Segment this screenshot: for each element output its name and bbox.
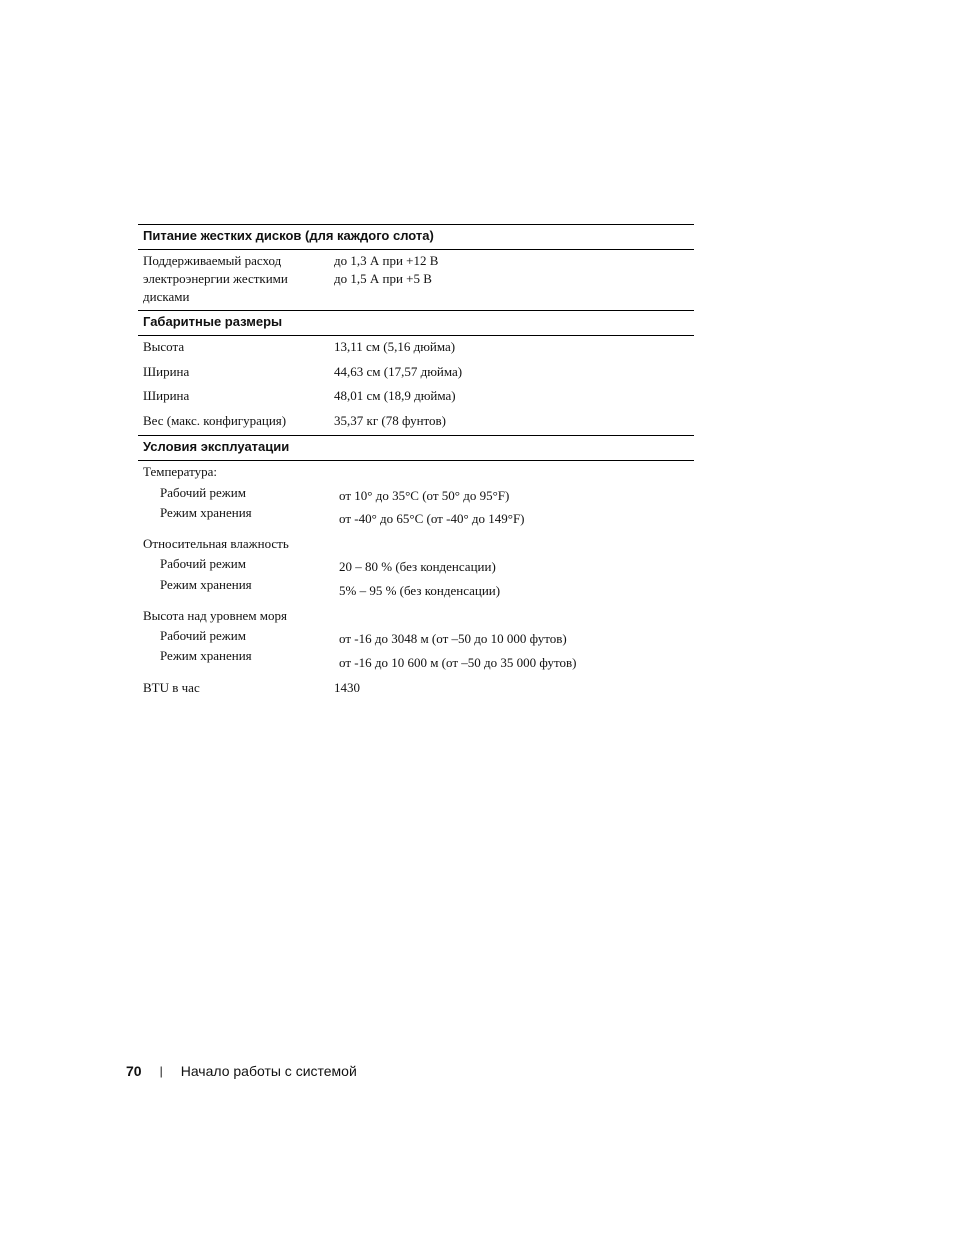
env-sub-value: от 10° до 35°C (от 50° до 95°F) [339,488,510,503]
power-label-line: дисками [143,289,190,304]
footer-title: Начало работы с системой [180,1063,357,1079]
env-group-label: Высота над уровнем моря [143,608,288,623]
env-group-label: Температура: [143,464,217,479]
footer-separator: | [159,1064,163,1078]
dimension-row [138,387,694,412]
dimension-value: 44,63 см (17,57 дюйма) [334,364,463,379]
dimension-label: Высота [143,339,185,354]
section-title-dimensions: Габаритные размеры [143,314,283,329]
power-row [138,252,694,306]
dimension-value: 13,11 см (5,16 дюйма) [334,339,456,354]
env-sub-value: 5% – 95 % (без конденсации) [339,583,501,598]
env-sub-label: Рабочий режим [160,485,246,500]
dimension-row [138,363,694,387]
dimension-label: Ширина [143,388,190,403]
section-title-environment: Условия эксплуатации [143,439,290,454]
env-group-altitude [138,607,694,679]
env-group-temperature [138,463,694,535]
dimension-label: Вес (макс. конфигурация) [143,413,287,428]
env-sub-label: Режим хранения [160,648,252,663]
env-sub-label: Режим хранения [160,505,252,520]
power-label-line: Поддерживаемый расход [143,253,282,268]
power-label-line: электроэнергии жесткими [143,271,288,286]
btu-row [138,679,694,697]
power-value-line: до 1,3 А при +12 В [334,253,439,268]
env-sub-label: Рабочий режим [160,556,246,571]
dimension-value: 35,37 кг (78 фунтов) [334,413,447,428]
env-sub-value: от -16 до 3048 м (от –50 до 10 000 футов) [339,631,567,646]
env-sub-label: Режим хранения [160,577,252,592]
env-sub-value: 20 – 80 % (без конденсации) [339,559,496,574]
dimension-value: 48,01 см (18,9 дюйма) [334,388,456,403]
dimension-label: Ширина [143,364,190,379]
page-footer [126,1061,357,1081]
section-title-power: Питание жестких дисков (для каждого слота) [143,228,434,243]
env-sub-value: от -40° до 65°C (от -40° до 149°F) [339,511,525,526]
power-value-line: до 1,5 А при +5 В [334,271,432,286]
env-group-humidity [138,535,694,607]
dimension-row [138,412,694,435]
dimension-row [138,338,694,363]
env-group-label: Относительная влажность [143,536,289,551]
env-sub-value: от -16 до 10 600 м (от –50 до 35 000 футов) [339,655,577,670]
power-label [138,252,334,306]
power-value [334,252,694,306]
spec-table [138,224,694,697]
page-number: 70 [126,1063,142,1079]
env-sub-label: Рабочий режим [160,628,246,643]
btu-value: 1430 [334,680,360,695]
btu-label: BTU в час [143,680,200,695]
